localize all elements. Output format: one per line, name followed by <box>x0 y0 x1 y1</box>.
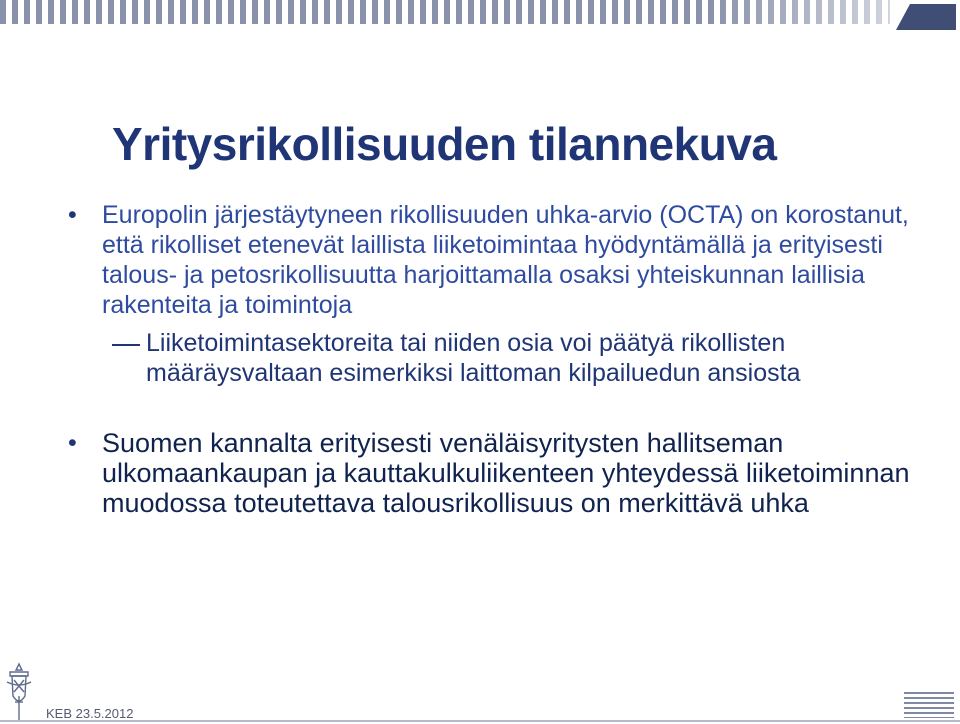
bullet-icon: • <box>68 429 77 457</box>
bottom-decorative-stripes <box>904 692 954 718</box>
bullet-item-1 <box>62 200 922 320</box>
dash-icon <box>112 344 140 346</box>
slide-content <box>62 200 922 518</box>
top-band-fade <box>0 0 890 24</box>
bullet-text: Suomen kannalta erityisesti venäläisyritysten hallitseman ulkomaankaupan ja kauttakulkuliikenteen yhteydessä liiketoiminnan muodossa toteutettava talousrikollisuus on merkittävä uhka <box>102 428 910 518</box>
bullet-text: Europolin järjestäytyneen rikollisuuden uhka-arvio (OCTA) on korostanut, että rikolliset etenevät laillista liiketoimintaa hyödyntämällä ja erityisesti talous- ja petosrikollisuutta harjoittamalla osaksi yhteiskunnan laillisia rakenteita ja toimintoja <box>102 201 909 319</box>
bullet-icon: • <box>68 201 77 229</box>
bullet-item-2 <box>62 428 922 518</box>
footer-date: KEB 23.5.2012 <box>46 706 134 721</box>
bottom-line <box>0 720 960 722</box>
sub-bullet-item-1 <box>62 328 922 388</box>
corner-decoration-icon <box>896 4 956 30</box>
police-emblem-icon <box>4 662 34 722</box>
slide-title: Yritysrikollisuuden tilannekuva <box>112 118 777 170</box>
sub-bullet-text: Liiketoimintasektoreita tai niiden osia voi päätyä rikollisten määräysvaltaan esimerkiksi laittoman kilpailuedun ansiosta <box>146 329 801 387</box>
